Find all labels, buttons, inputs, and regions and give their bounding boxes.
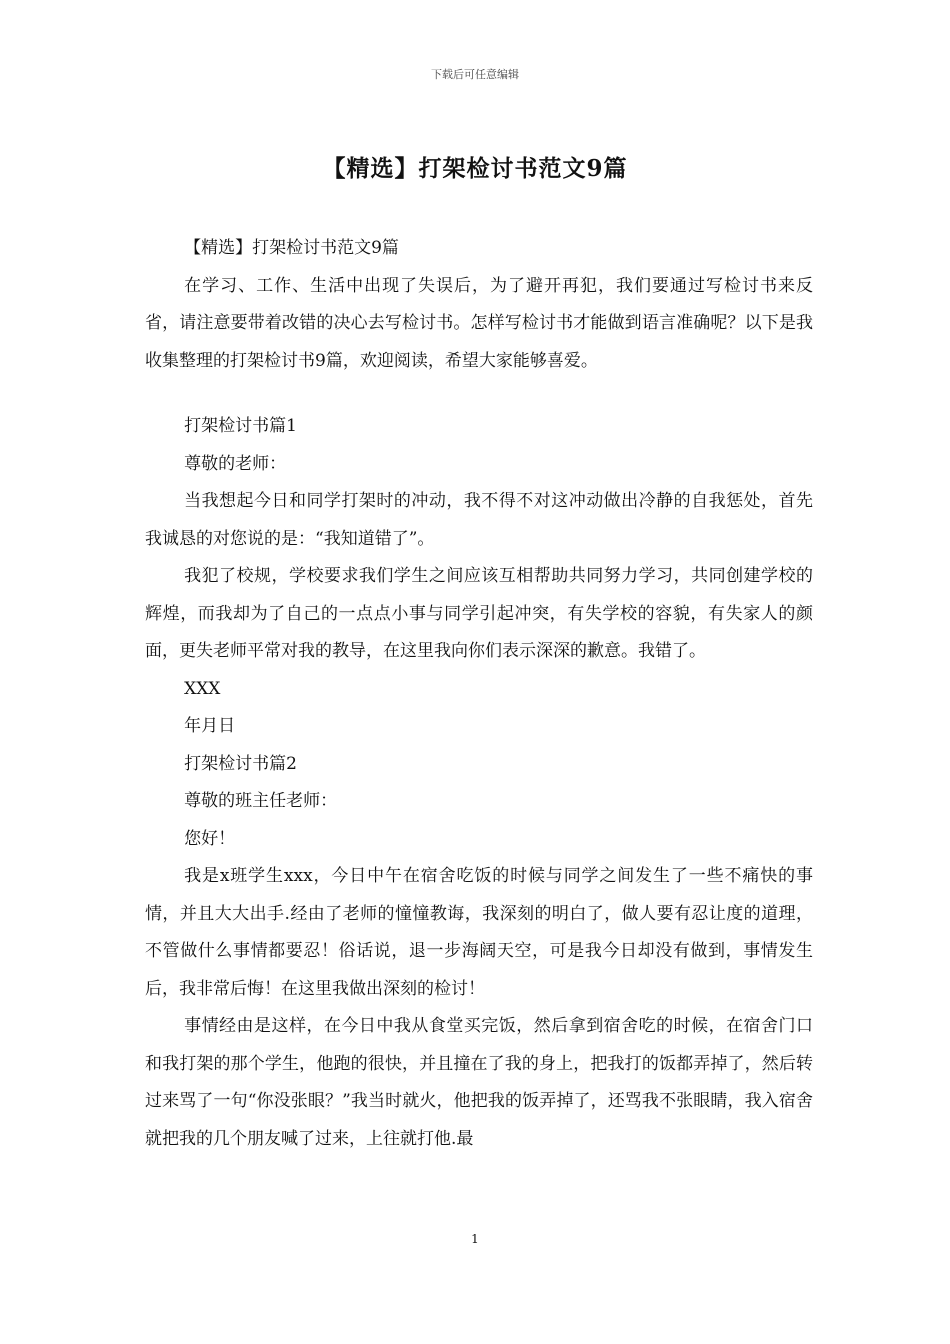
section-heading-2: 打架检讨书篇2 xyxy=(184,753,297,774)
section-heading-1: 打架检讨书篇1 xyxy=(184,416,297,436)
salutation-2: 尊敬的班主任老师： xyxy=(184,791,338,811)
intro-title-paragraph: 【精选】打架检讨书范文9篇 xyxy=(184,238,399,258)
document-title: 【精选】打架检讨书范文9篇 xyxy=(322,155,628,182)
salutation-1: 尊敬的老师： xyxy=(184,453,287,474)
body-paragraph: 事情经由是这样，在今日中我从食堂买完饭，然后拿到宿舍吃的时候，在宿舍门口和我打架的那个学生，他跑的很快，并且撞在了我的身上，把我打的饭都弄掉了，然后转过来骂了一句“你没张眼？”我当时就火，他把我的饭弄掉了，还骂我不张眼睛，我入宿舍就把我的几个朋友喊了过来，上往就打他.最 xyxy=(145,1016,813,1149)
paragraph-gap xyxy=(145,380,813,408)
body-paragraph: 我犯了校规，学校要求我们学生之间应该互相帮助共同努力学习，共同创建学校的辉煌，而我却为了自己的一点点小事与同学引起冲突，有失学校的容貌，有失家人的颜面，更失老师平常对我的教导，在这里我向你们表示深深的歉意。我错了。 xyxy=(145,566,813,661)
page-number: 1 xyxy=(471,1232,479,1246)
intro-paragraph: 在学习、工作、生活中出现了失误后，为了避开再犯，我们要通过写检讨书来反省，请注意要带着改错的决心去写检讨书。怎样写检讨书才能做到语言准确呢？以下是我收集整理的打架检讨书9篇，欢迎阅读，希望大家能够喜爱。 xyxy=(145,275,813,371)
signature-date: 年月日 xyxy=(184,716,236,736)
signature-name: XXX xyxy=(184,678,221,699)
document-body xyxy=(145,230,813,1158)
body-paragraph: 当我想起今日和同学打架时的冲动，我不得不对这冲动做出冷静的自我惩处，首先我诚恳的对您说的是：“我知道错了”。 xyxy=(145,491,813,549)
body-paragraph: 我是x班学生xxx，今日中午在宿舍吃饭的时候与同学之间发生了一些不痛快的事情，并且大大出手.经由了老师的憧憧教诲，我深刻的明白了，做人要有忍让度的道理，不管做什么事情都要忍！俗话说，退一步海阔天空，可是我今日却没有做到，事情发生后，我非常后悔！在这里我做出深刻的检讨！ xyxy=(145,866,813,999)
page-header: 下载后可任意编辑 xyxy=(431,68,519,81)
greeting: 您好！ xyxy=(184,828,236,849)
